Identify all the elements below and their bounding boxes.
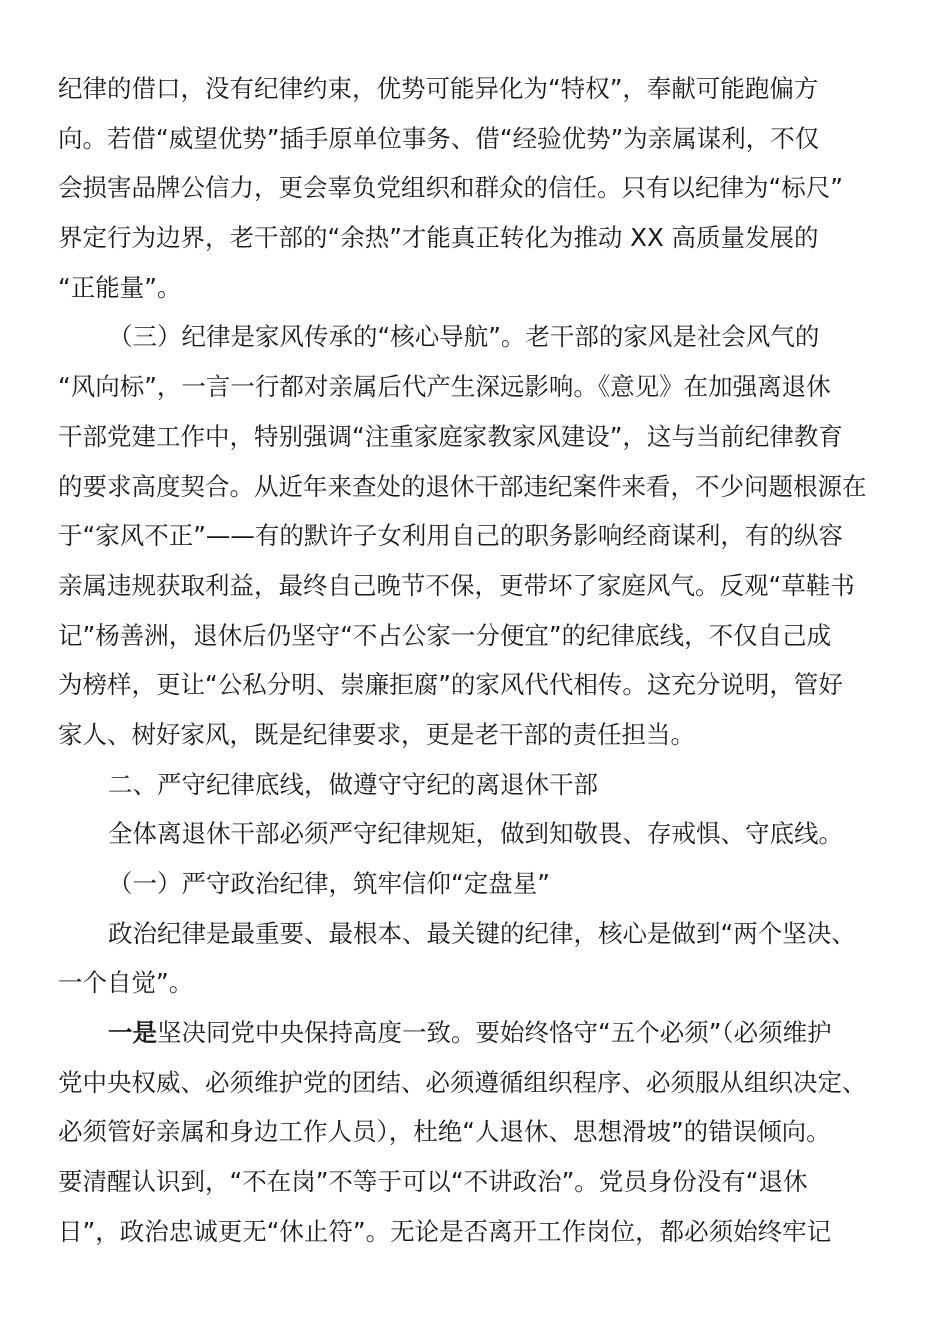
heading-text: （一）严守政治纪律，筑牢信仰“定盘星” bbox=[108, 869, 550, 898]
text-line: 亲属违规获取利益，最终自己晚节不保，更带坏了家庭风气。反观“草鞋书 bbox=[58, 570, 855, 600]
text-line: 界定行为边界，老干部的“余热”才能真正转化为推动 XX 高质量发展的 bbox=[58, 223, 819, 253]
text-line: 政治纪律是最重要、最根本、最关键的纪律，核心是做到“两个坚决、 bbox=[108, 918, 856, 948]
text-line: 干部党建工作中，特别强调“注重家庭家教家风建设”，这与当前纪律教育 bbox=[58, 421, 843, 451]
subsection-heading bbox=[58, 859, 878, 909]
text-line: 全体离退休干部必须严守纪律规矩，做到知敬畏、存戒惧、守底线。 bbox=[108, 819, 843, 849]
paragraph-discipline-continuation bbox=[58, 64, 878, 312]
text-line: 家人、树好家风，既是纪律要求，更是老干部的责任担当。 bbox=[58, 719, 695, 749]
paragraph-political-discipline bbox=[58, 909, 878, 1008]
text-line: （三）纪律是家风传承的“核心导航”。老干部的家风是社会风气的 bbox=[108, 322, 820, 352]
section-heading bbox=[58, 760, 878, 810]
bold-lead: 一是 bbox=[108, 1018, 157, 1048]
text-line: 为榜样，更让“公私分明、崇廉拒腐”的家风代代相传。这充分说明，管好 bbox=[58, 670, 843, 700]
text-line: 记”杨善洲，退休后仍坚守“不占公家一分便宜”的纪律底线，不仅自己成 bbox=[58, 620, 832, 650]
text-run: 坚决同党中央保持高度一致。要始终恪守“五个必须”（必须维护 bbox=[157, 1018, 832, 1048]
heading-text: 二、严守纪律底线，做遵守守纪的离退休干部 bbox=[108, 769, 598, 799]
text-line: 必须管好亲属和身边工作人员），杜绝“人退休、思想滑坡”的错误倾向。 bbox=[58, 1117, 831, 1147]
text-line: 的要求高度契合。从近年来查处的退休干部违纪案件来看，不少问题根源在 bbox=[58, 471, 867, 501]
paragraph-family-tradition bbox=[58, 312, 878, 759]
text-line: 会损害品牌公信力，更会辜负党组织和群众的信任。只有以纪律为“标尺” bbox=[58, 173, 843, 203]
text-line bbox=[58, 1008, 878, 1058]
document-page bbox=[58, 64, 878, 1257]
paragraph-intro bbox=[58, 809, 878, 859]
text-line: “正能量”。 bbox=[58, 272, 182, 302]
text-line: 于“家风不正”——有的默许子女利用自己的职务影响经商谋利，有的纵容 bbox=[58, 521, 843, 551]
text-line: 党中央权威、必须维护党的团结、必须遵循组织程序、必须服从组织决定、 bbox=[58, 1067, 867, 1097]
text-line: 向。若借“威望优势”插手原单位事务、借“经验优势”为亲属谋利，不仅 bbox=[58, 123, 820, 153]
text-line: 一个自觉”。 bbox=[58, 968, 194, 998]
text-line: “风向标”，一言一行都对亲属后代产生深远影响。《意见》在加强离退休 bbox=[58, 372, 831, 402]
paragraph-first-point bbox=[58, 1008, 878, 1256]
text-line: 要清醒认识到，“不在岗”不等于可以“不讲政治”。党员身份没有“退休 bbox=[58, 1167, 808, 1197]
text-line: 纪律的借口，没有纪律约束，优势可能异化为“特权”，奉献可能跑偏方 bbox=[58, 74, 819, 103]
text-line: 日”，政治忠诚更无“休止符”。无论是否离开工作岗位，都必须始终牢记 bbox=[58, 1216, 832, 1246]
